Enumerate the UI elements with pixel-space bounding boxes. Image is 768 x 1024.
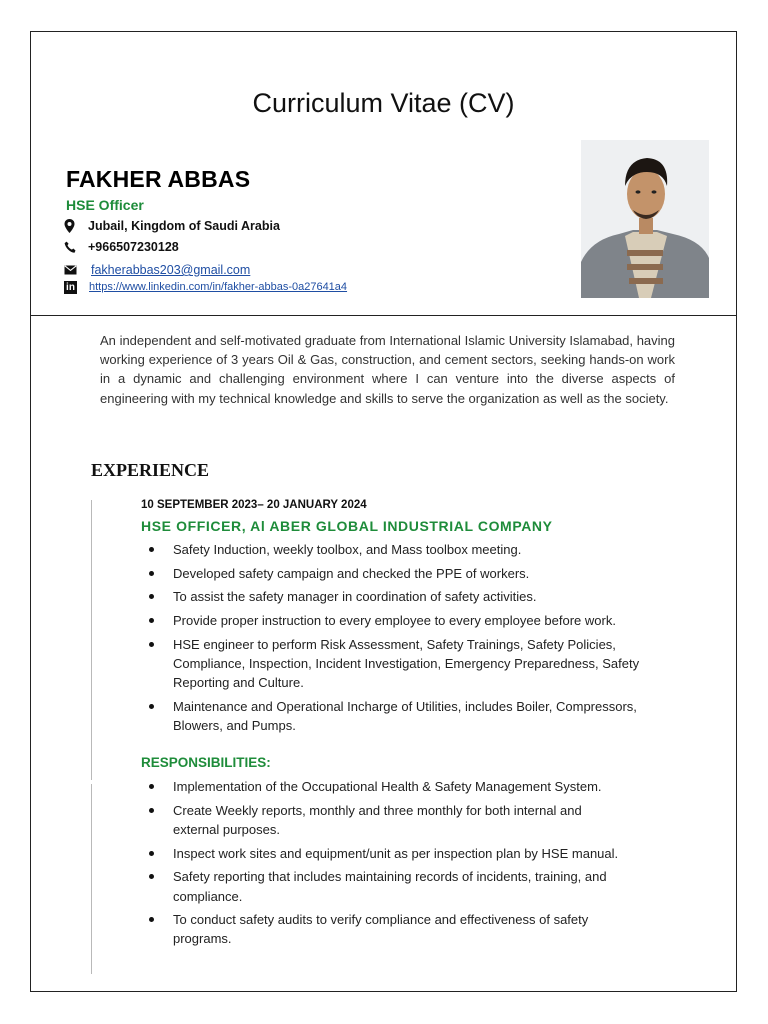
- job-title: HSE OFFICER, Al ABER GLOBAL INDUSTRIAL COMPANY: [141, 518, 553, 534]
- timeline-bar: [91, 500, 92, 780]
- experience-heading: EXPERIENCE: [91, 460, 210, 480]
- list-item: Create Weekly reports, monthly and three monthly for both internal and external purposes.: [141, 801, 623, 839]
- contact-phone: [64, 240, 179, 254]
- linkedin-icon-label: in: [64, 281, 77, 294]
- list-item: Inspect work sites and equipment/unit as per inspection plan by HSE manual.: [141, 844, 623, 863]
- candidate-name: FAKHER ABBAS: [66, 166, 251, 192]
- duties-list: [141, 540, 681, 740]
- contact-linkedin: [64, 280, 347, 294]
- contact-location: [64, 219, 280, 233]
- list-item: Maintenance and Operational Incharge of Utilities, includes Boiler, Compressors, Blowers, and Pumps.: [141, 697, 681, 735]
- list-item: Developed safety campaign and checked the PPE of workers.: [141, 564, 681, 583]
- candidate-role: HSE Officer: [66, 197, 144, 213]
- profile-photo: [581, 140, 709, 298]
- responsibilities-heading: RESPONSIBILITIES:: [141, 755, 271, 770]
- timeline-bar: [91, 784, 92, 974]
- linkedin-link[interactable]: https://www.linkedin.com/in/fakher-abbas-0a27641a4: [89, 281, 348, 293]
- location-pin-icon: [64, 219, 80, 233]
- list-item: HSE engineer to perform Risk Assessment, Safety Trainings, Safety Policies, Compliance, Inspection, Incident Investigation, Emergency Preparedness, Safety Reporting and Culture.: [141, 635, 681, 693]
- phone-icon: [64, 240, 80, 254]
- list-item: Provide proper instruction to every employee to every employee before work.: [141, 611, 681, 630]
- profile-summary: An independent and self-motivated graduate from International Islamic University Islamabad, having working experience of 3 years Oil & Gas, construction, and cement sectors, seeking hands-on work in a dynamic and challenging environment where I can venture into the diverse aspects of engineering with my technical knowledge and skills to serve the organization as well as the society.: [100, 333, 675, 406]
- job-dates: 10 SEPTEMBER 2023– 20 JANUARY 2024: [141, 499, 367, 511]
- list-item: Safety Induction, weekly toolbox, and Mass toolbox meeting.: [141, 540, 681, 559]
- document-title: Curriculum Vitae (CV): [252, 88, 515, 118]
- list-item: To conduct safety audits to verify compliance and effectiveness of safety programs.: [141, 910, 623, 948]
- header-divider: [31, 315, 736, 316]
- contact-email: [64, 263, 250, 277]
- envelope-icon: [64, 263, 77, 277]
- list-item: Safety reporting that includes maintaining records of incidents, training, and compliance.: [141, 867, 623, 905]
- responsibilities-list: [141, 777, 681, 953]
- cv-page: [30, 31, 737, 992]
- linkedin-icon: [64, 280, 78, 294]
- location-text: Jubail, Kingdom of Saudi Arabia: [88, 219, 280, 233]
- list-item: Implementation of the Occupational Health & Safety Management System.: [141, 777, 623, 796]
- email-link[interactable]: fakherabbas203@gmail.com: [91, 263, 251, 277]
- list-item: To assist the safety manager in coordination of safety activities.: [141, 587, 681, 606]
- phone-text: +966507230128: [88, 240, 179, 254]
